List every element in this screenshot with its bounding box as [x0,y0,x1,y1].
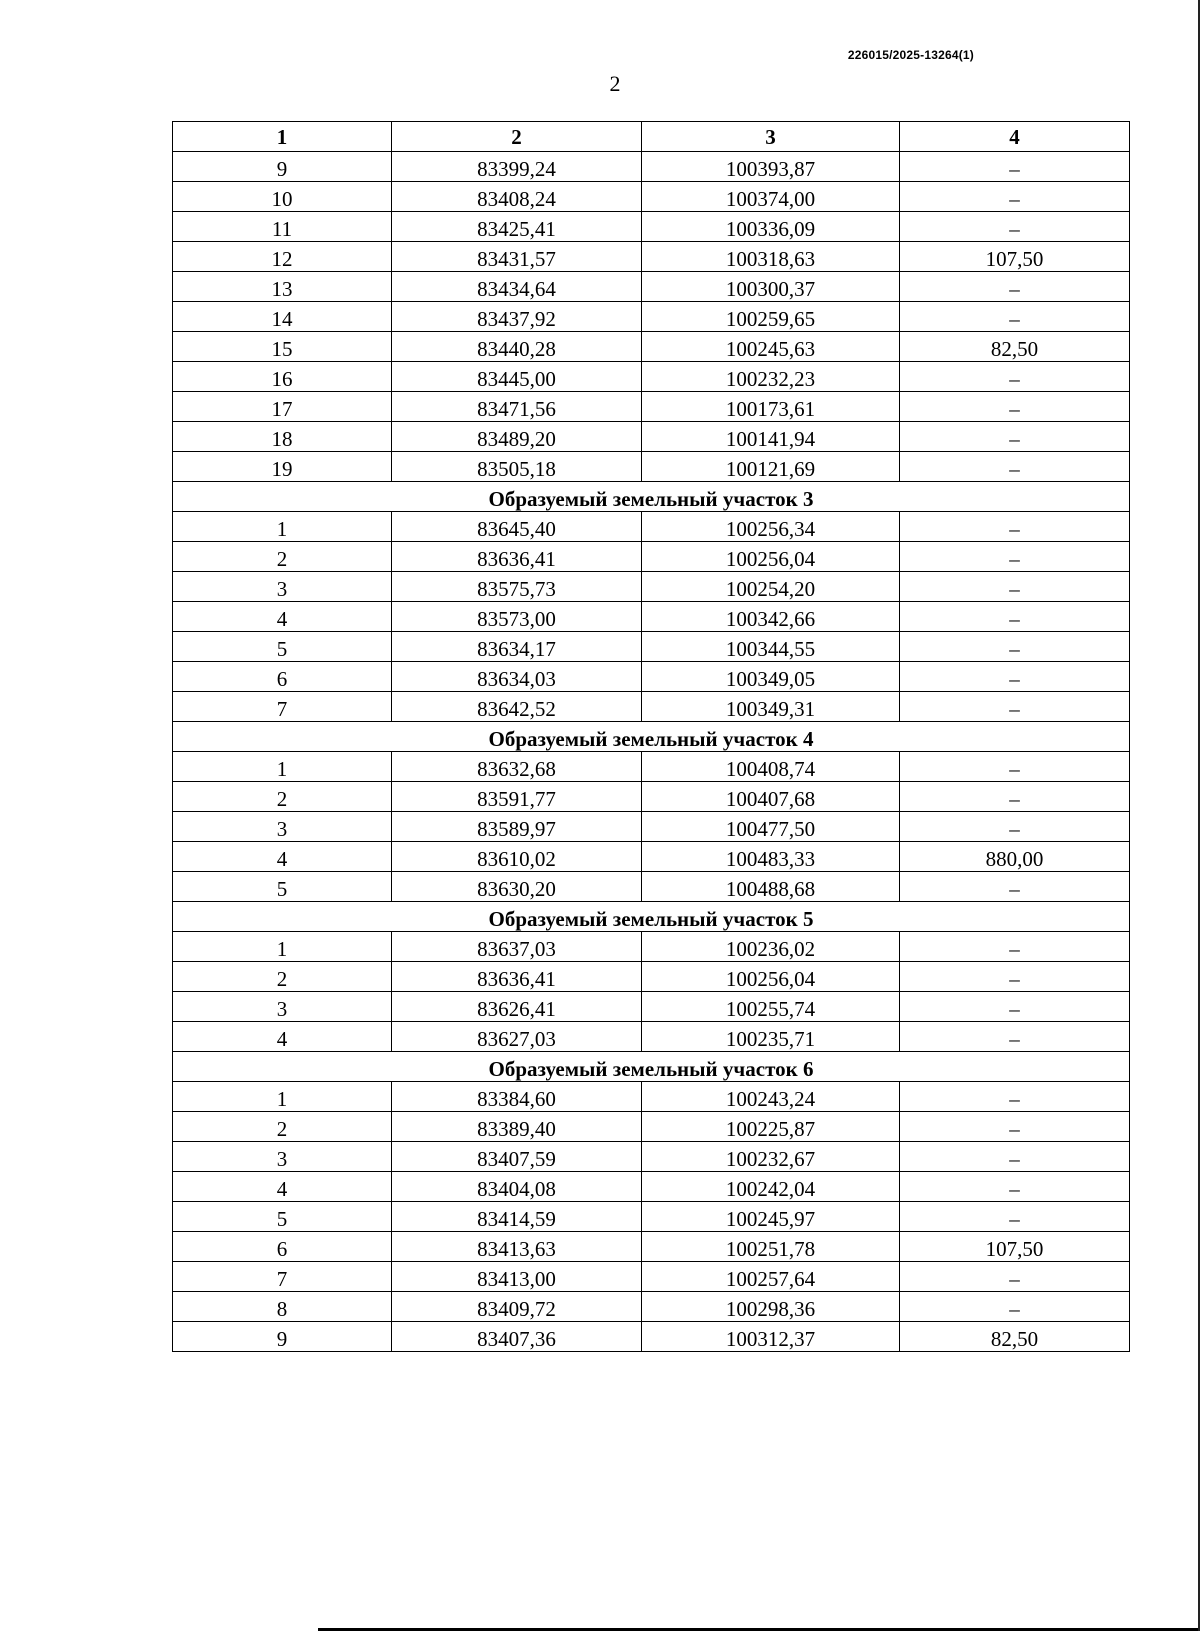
table-cell-col-3: 100259,65 [642,302,900,332]
table-cell-col-3: 100251,78 [642,1232,900,1262]
table-cell-col-2: 83407,59 [392,1142,642,1172]
table-cell-col-4: 107,50 [900,1232,1130,1262]
table-cell-col-2: 83610,02 [392,842,642,872]
table-row [173,452,1130,482]
table-cell-col-1: 5 [173,1202,392,1232]
table-cell-col-2: 83471,56 [392,392,642,422]
table-cell-col-4: – [900,1112,1130,1142]
table-cell-col-3: 100349,31 [642,692,900,722]
table-cell-col-2: 83634,03 [392,662,642,692]
table-row [173,272,1130,302]
table-cell-col-2: 83414,59 [392,1202,642,1232]
table-row [173,1112,1130,1142]
table-cell-col-1: 8 [173,1292,392,1322]
table-row [173,212,1130,242]
table-cell-col-4: – [900,212,1130,242]
table-cell-col-3: 100256,34 [642,512,900,542]
table-cell-col-1: 19 [173,452,392,482]
table-cell-col-4: – [900,422,1130,452]
table-row [173,1262,1130,1292]
table-cell-col-2: 83413,63 [392,1232,642,1262]
table-row [173,752,1130,782]
table-cell-col-4: – [900,182,1130,212]
table-cell-col-4: – [900,1262,1130,1292]
table-cell-col-4: – [900,392,1130,422]
table-row [173,362,1130,392]
table-row [173,992,1130,1022]
table-cell-col-2: 83636,41 [392,962,642,992]
table-cell-col-1: 10 [173,182,392,212]
table-cell-col-4: – [900,1082,1130,1112]
table-cell-col-1: 7 [173,1262,392,1292]
table-body [173,152,1130,1352]
table-cell-col-1: 9 [173,1322,392,1352]
table-cell-col-2: 83437,92 [392,302,642,332]
table-cell-col-1: 3 [173,1142,392,1172]
table-cell-col-2: 83634,17 [392,632,642,662]
table-cell-col-1: 4 [173,1172,392,1202]
table-cell-col-2: 83384,60 [392,1082,642,1112]
table-row [173,1202,1130,1232]
table-cell-col-3: 100257,64 [642,1262,900,1292]
table-cell-col-2: 83489,20 [392,422,642,452]
table-cell-col-4: – [900,302,1130,332]
table-cell-col-4: – [900,1172,1130,1202]
table-cell-col-3: 100232,23 [642,362,900,392]
table-row [173,812,1130,842]
table-row [173,332,1130,362]
table-cell-col-3: 100255,74 [642,992,900,1022]
table-cell-col-2: 83445,00 [392,362,642,392]
table-cell-col-1: 15 [173,332,392,362]
table-cell-col-3: 100243,24 [642,1082,900,1112]
table-cell-col-1: 1 [173,1082,392,1112]
table-cell-col-3: 100235,71 [642,1022,900,1052]
table-cell-col-4: – [900,692,1130,722]
table-cell-col-4: – [900,932,1130,962]
table-cell-col-3: 100342,66 [642,602,900,632]
table-cell-col-1: 1 [173,932,392,962]
section-title: Образуемый земельный участок 3 [173,482,1130,512]
table-row [173,932,1130,962]
table-cell-col-3: 100312,37 [642,1322,900,1352]
table-cell-col-2: 83591,77 [392,782,642,812]
table-cell-col-1: 9 [173,152,392,182]
table-row [173,242,1130,272]
table-cell-col-3: 100254,20 [642,572,900,602]
table-cell-col-4: – [900,362,1130,392]
table-cell-col-4: 880,00 [900,842,1130,872]
table-cell-col-2: 83632,68 [392,752,642,782]
table-row [173,182,1130,212]
table-cell-col-2: 83440,28 [392,332,642,362]
table-cell-col-3: 100300,37 [642,272,900,302]
table-cell-col-3: 100483,33 [642,842,900,872]
table-cell-col-4: – [900,752,1130,782]
table-cell-col-2: 83431,57 [392,242,642,272]
table-cell-col-2: 83627,03 [392,1022,642,1052]
table-cell-col-4: 82,50 [900,332,1130,362]
table-cell-col-1: 16 [173,362,392,392]
table-row [173,1142,1130,1172]
table-row [173,692,1130,722]
column-header-2: 2 [392,122,642,152]
table-cell-col-2: 83399,24 [392,152,642,182]
table-cell-col-2: 83389,40 [392,1112,642,1142]
table-cell-col-2: 83637,03 [392,932,642,962]
table-cell-col-2: 83404,08 [392,1172,642,1202]
table-row [173,542,1130,572]
table-cell-col-3: 100245,63 [642,332,900,362]
table-cell-col-1: 11 [173,212,392,242]
table-cell-col-2: 83425,41 [392,212,642,242]
table-cell-col-1: 4 [173,842,392,872]
table-cell-col-1: 6 [173,1232,392,1262]
section-title: Образуемый земельный участок 5 [173,902,1130,932]
table-cell-col-4: – [900,512,1130,542]
table-cell-col-3: 100256,04 [642,962,900,992]
table-cell-col-4: – [900,452,1130,482]
table-cell-col-4: – [900,602,1130,632]
table-cell-col-4: – [900,1292,1130,1322]
table-cell-col-4: – [900,152,1130,182]
table-cell-col-3: 100225,87 [642,1112,900,1142]
section-row [173,482,1130,512]
table-cell-col-1: 2 [173,1112,392,1142]
table-cell-col-4: – [900,272,1130,302]
table-cell-col-1: 3 [173,572,392,602]
table-cell-col-4: – [900,782,1130,812]
table-cell-col-1: 6 [173,662,392,692]
table-row [173,302,1130,332]
page-number: 2 [609,71,621,96]
table-cell-col-1: 3 [173,812,392,842]
table-cell-col-2: 83505,18 [392,452,642,482]
section-title: Образуемый земельный участок 6 [173,1052,1130,1082]
table-cell-col-3: 100349,05 [642,662,900,692]
table-row [173,1292,1130,1322]
table-row [173,632,1130,662]
section-title: Образуемый земельный участок 4 [173,722,1130,752]
table-cell-col-2: 83642,52 [392,692,642,722]
table-cell-col-1: 14 [173,302,392,332]
table-cell-col-2: 83408,24 [392,182,642,212]
table-cell-col-3: 100318,63 [642,242,900,272]
table-cell-col-1: 2 [173,962,392,992]
table-cell-col-1: 12 [173,242,392,272]
table-cell-col-1: 2 [173,782,392,812]
table-cell-col-4: – [900,632,1130,662]
table-row [173,512,1130,542]
table-cell-col-1: 2 [173,542,392,572]
table-row [173,1022,1130,1052]
table-header-row [173,122,1130,152]
table-cell-col-2: 83409,72 [392,1292,642,1322]
table-cell-col-3: 100477,50 [642,812,900,842]
table-cell-col-1: 5 [173,872,392,902]
table-row [173,602,1130,632]
table-cell-col-3: 100242,04 [642,1172,900,1202]
section-row [173,1052,1130,1082]
table-row [173,572,1130,602]
table-cell-col-2: 83407,36 [392,1322,642,1352]
table-cell-col-4: – [900,872,1130,902]
table-row [173,1232,1130,1262]
table-row [173,962,1130,992]
table-cell-col-4: – [900,1202,1130,1232]
table-row [173,1082,1130,1112]
table-cell-col-4: 107,50 [900,242,1130,272]
document-number: 226015/2025-13264(1) [847,48,974,62]
table-cell-col-1: 1 [173,512,392,542]
table-cell-col-2: 83626,41 [392,992,642,1022]
table-cell-col-3: 100407,68 [642,782,900,812]
table-cell-col-1: 4 [173,602,392,632]
table-cell-col-2: 83645,40 [392,512,642,542]
section-row [173,902,1130,932]
table-row [173,1322,1130,1352]
table-cell-col-1: 3 [173,992,392,1022]
table-row [173,662,1130,692]
table-cell-col-3: 100344,55 [642,632,900,662]
table-cell-col-1: 1 [173,752,392,782]
table-cell-col-4: – [900,1022,1130,1052]
table-cell-col-3: 100245,97 [642,1202,900,1232]
table-cell-col-1: 18 [173,422,392,452]
coordinates-table [172,121,1130,1352]
column-header-4: 4 [900,122,1130,152]
table-cell-col-3: 100408,74 [642,752,900,782]
table-cell-col-3: 100336,09 [642,212,900,242]
table-cell-col-1: 17 [173,392,392,422]
table-cell-col-4: – [900,662,1130,692]
table-cell-col-4: 82,50 [900,1322,1130,1352]
table-cell-col-3: 100488,68 [642,872,900,902]
table-cell-col-4: – [900,1142,1130,1172]
table-cell-col-3: 100236,02 [642,932,900,962]
table-cell-col-4: – [900,812,1130,842]
table-cell-col-2: 83413,00 [392,1262,642,1292]
table-cell-col-4: – [900,962,1130,992]
column-header-1: 1 [173,122,392,152]
table-cell-col-3: 100256,04 [642,542,900,572]
table-row [173,782,1130,812]
table-cell-col-1: 13 [173,272,392,302]
table-cell-col-3: 100121,69 [642,452,900,482]
table-row [173,422,1130,452]
table-row [173,842,1130,872]
table-row [173,872,1130,902]
table-cell-col-2: 83589,97 [392,812,642,842]
table-cell-col-2: 83434,64 [392,272,642,302]
table-row [173,392,1130,422]
column-header-3: 3 [642,122,900,152]
table-cell-col-4: – [900,542,1130,572]
table-row [173,152,1130,182]
table-cell-col-3: 100141,94 [642,422,900,452]
table-row [173,1172,1130,1202]
table-cell-col-4: – [900,572,1130,602]
table-cell-col-2: 83630,20 [392,872,642,902]
table-cell-col-3: 100232,67 [642,1142,900,1172]
section-row [173,722,1130,752]
table-cell-col-4: – [900,992,1130,1022]
table-cell-col-3: 100173,61 [642,392,900,422]
table-cell-col-1: 7 [173,692,392,722]
table-cell-col-2: 83573,00 [392,602,642,632]
table-cell-col-3: 100298,36 [642,1292,900,1322]
table-cell-col-1: 5 [173,632,392,662]
table-cell-col-2: 83575,73 [392,572,642,602]
table-cell-col-3: 100393,87 [642,152,900,182]
table-cell-col-2: 83636,41 [392,542,642,572]
table-cell-col-1: 4 [173,1022,392,1052]
table-cell-col-3: 100374,00 [642,182,900,212]
